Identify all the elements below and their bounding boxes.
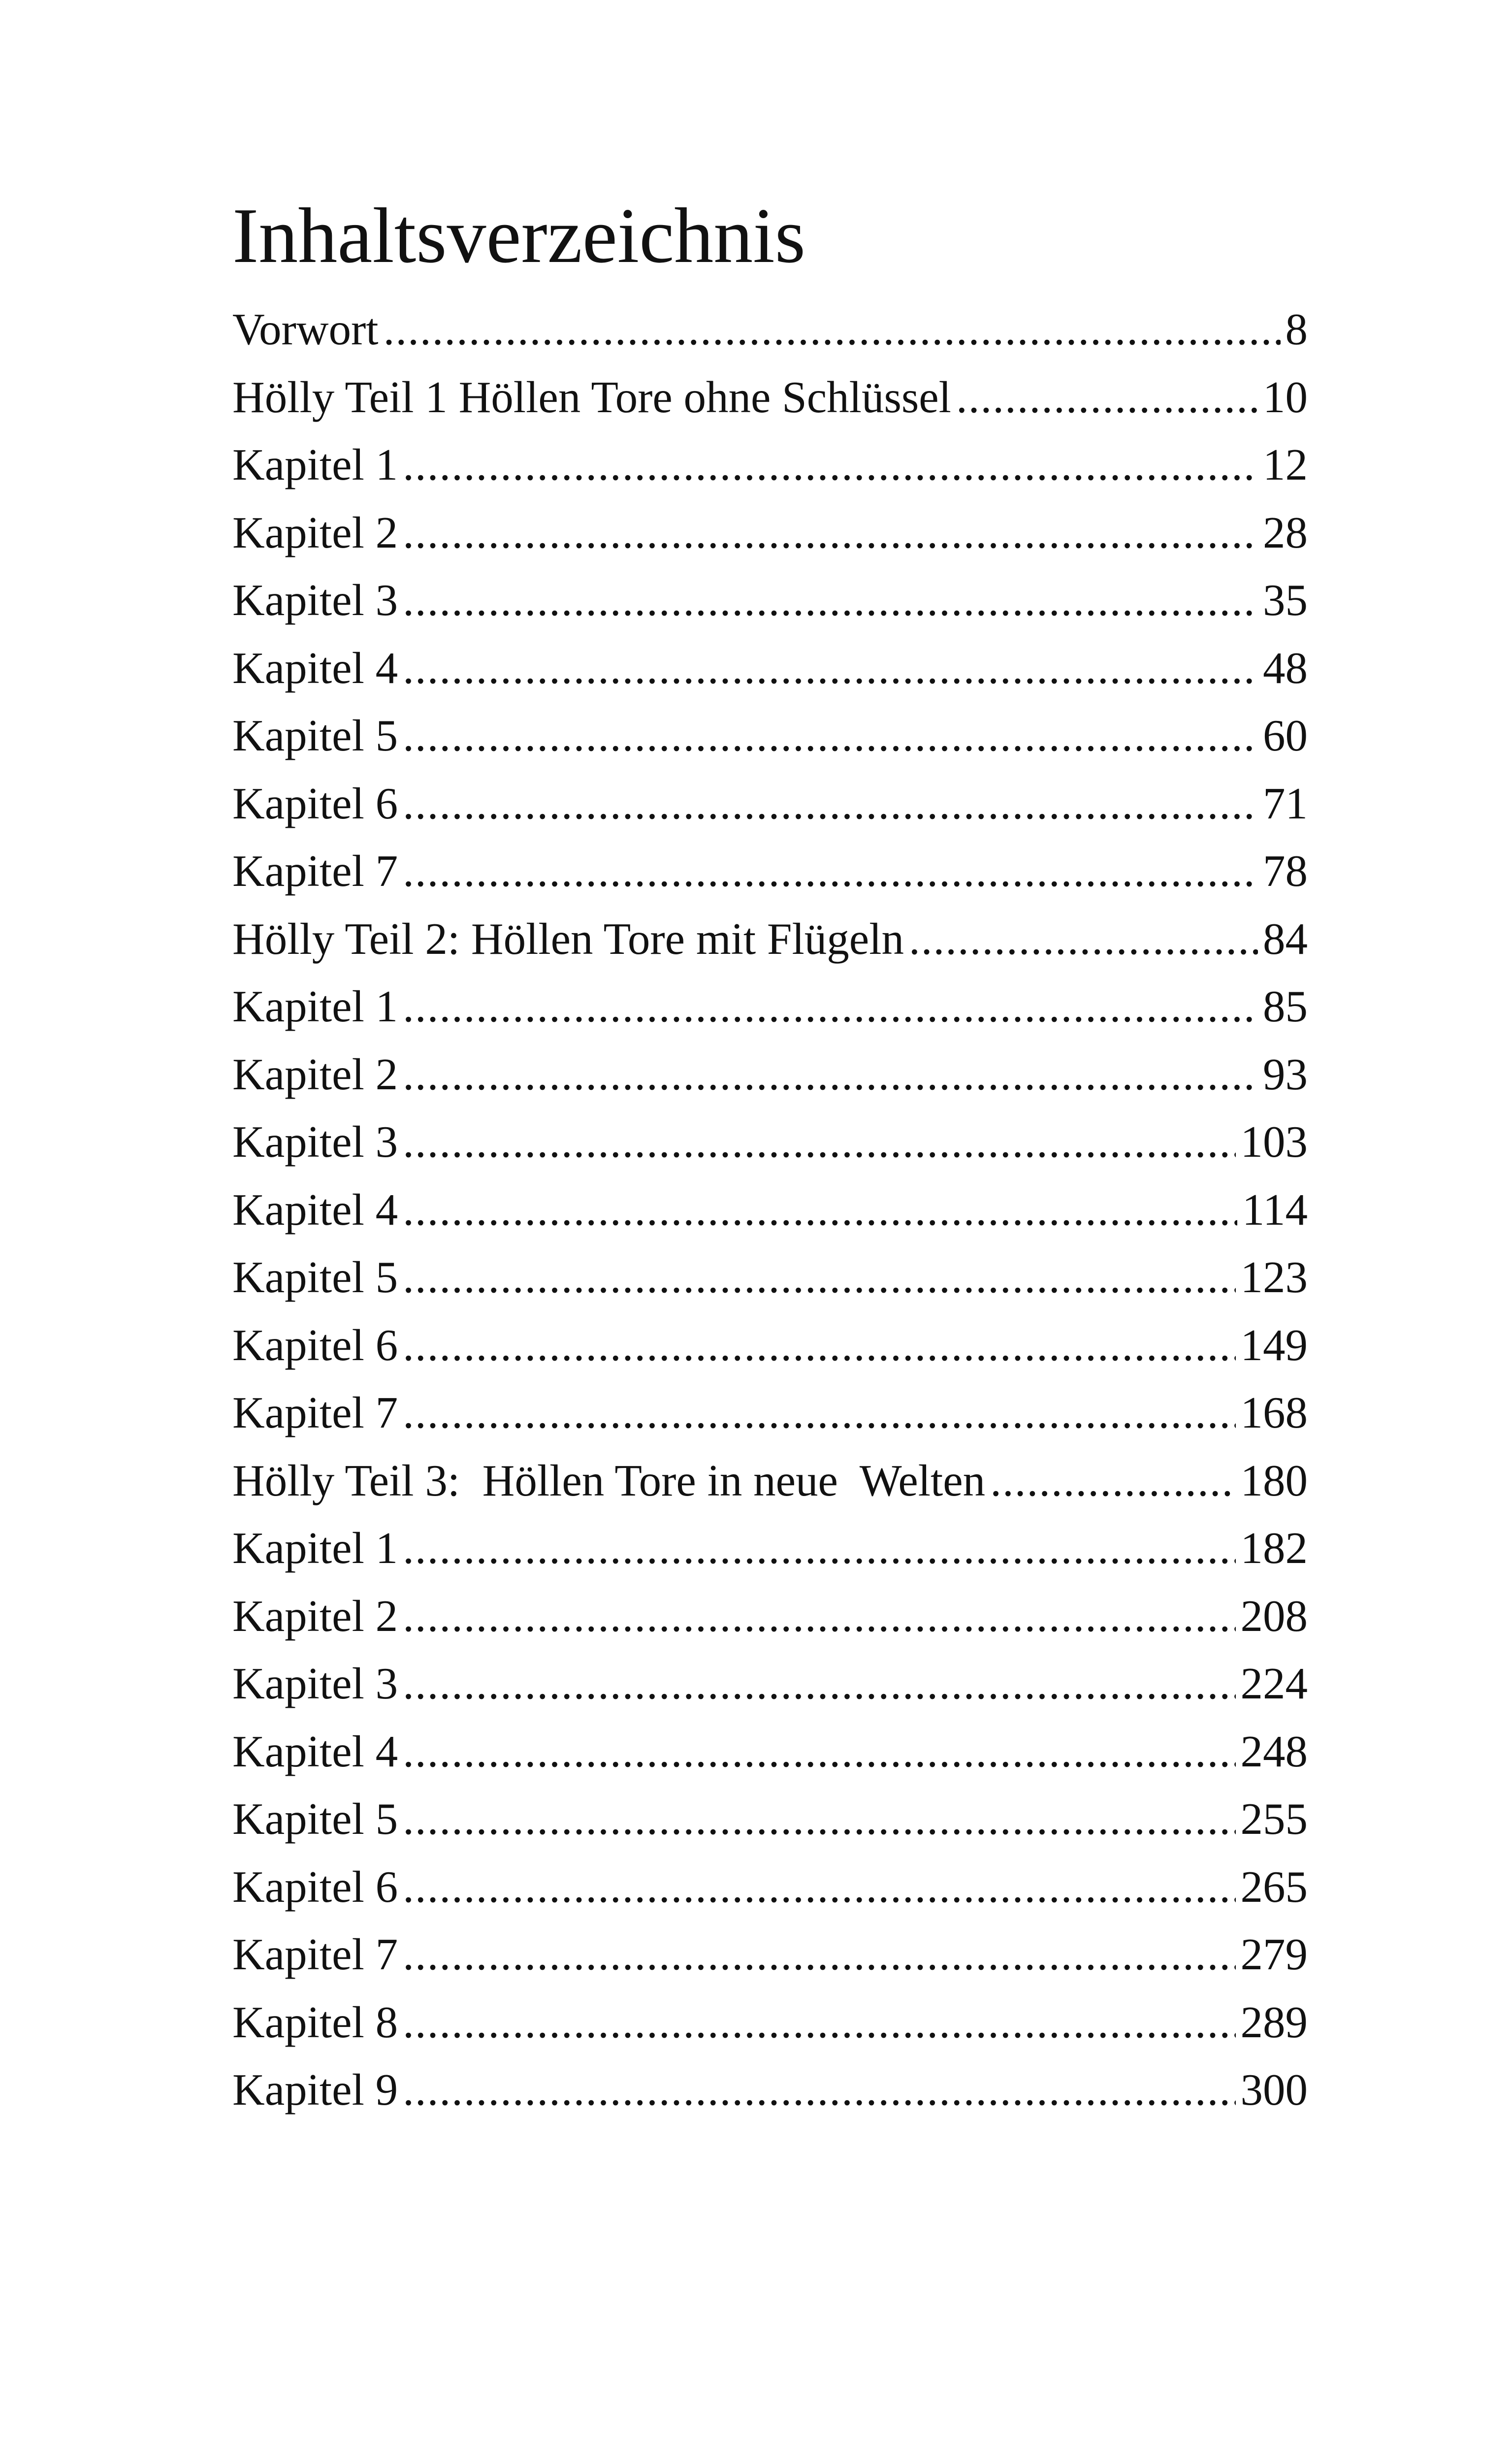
toc-entry [232, 1176, 1308, 1244]
toc-dot-leader [403, 1785, 1235, 1853]
toc-entry [232, 1379, 1308, 1447]
toc-entry-page-number: 168 [1240, 1388, 1308, 1437]
toc-entry [232, 1311, 1308, 1379]
toc-entry-label: Kapitel 6 [232, 1861, 398, 1912]
toc-dot-leader [403, 1514, 1235, 1582]
toc-entry-page-number: 48 [1263, 643, 1308, 693]
toc-entry [232, 1718, 1308, 1786]
toc-dot-leader [990, 1447, 1235, 1515]
toc-entry [232, 905, 1308, 973]
toc-entry [232, 1988, 1308, 2056]
toc-entry-label: Kapitel 6 [232, 778, 398, 828]
toc-entry [232, 837, 1308, 905]
toc-entry [232, 1514, 1308, 1582]
toc-entry [232, 295, 1308, 363]
toc-dot-leader [403, 1853, 1235, 1921]
toc-dot-leader [909, 905, 1258, 973]
toc-entry [232, 431, 1308, 499]
toc-entry-label: Kapitel 3 [232, 575, 398, 625]
toc-dot-leader [403, 1921, 1235, 1988]
toc-dot-leader [403, 770, 1258, 838]
toc-entry-page-number: 78 [1263, 846, 1308, 896]
toc-entry-label: Kapitel 4 [232, 643, 398, 693]
toc-dot-leader [403, 566, 1258, 634]
toc-dot-leader [403, 634, 1258, 702]
table-of-contents [232, 295, 1308, 2124]
toc-entry-page-number: 35 [1263, 575, 1308, 625]
toc-dot-leader [403, 2056, 1235, 2124]
toc-entry-page-number: 224 [1240, 1659, 1308, 1708]
toc-entry [232, 1108, 1308, 1176]
toc-entry-label: Kapitel 1 [232, 981, 398, 1031]
toc-dot-leader [403, 1311, 1235, 1379]
toc-entry [232, 1243, 1308, 1311]
toc-dot-leader [403, 1041, 1258, 1108]
toc-entry-page-number: 8 [1285, 304, 1308, 354]
toc-dot-leader [403, 431, 1258, 499]
toc-dot-leader [403, 1718, 1235, 1786]
toc-entry [232, 1582, 1308, 1650]
toc-entry-page-number: 28 [1263, 507, 1308, 557]
toc-entry-label: Kapitel 1 [232, 1523, 398, 1573]
toc-entry-label: Kapitel 6 [232, 1320, 398, 1370]
toc-entry-label: Hölly Teil 3: Höllen Tore in neue Welten [232, 1455, 986, 1505]
toc-entry-page-number: 71 [1263, 778, 1308, 828]
toc-entry-label: Hölly Teil 1 Höllen Tore ohne Schlüssel [232, 372, 951, 422]
toc-entry-page-number: 10 [1263, 372, 1308, 422]
toc-dot-leader [403, 837, 1258, 905]
toc-entry [232, 634, 1308, 702]
toc-entry-label: Kapitel 5 [232, 1252, 398, 1302]
toc-entry-label: Kapitel 1 [232, 440, 398, 489]
toc-entry-label: Hölly Teil 2: Höllen Tore mit Flügeln [232, 913, 904, 964]
toc-entry-label: Kapitel 2 [232, 1591, 398, 1641]
toc-entry-label: Kapitel 4 [232, 1726, 398, 1776]
toc-entry-page-number: 208 [1240, 1591, 1308, 1641]
toc-entry-page-number: 265 [1240, 1861, 1308, 1912]
toc-entry-page-number: 180 [1240, 1455, 1308, 1505]
toc-dot-leader [403, 1243, 1235, 1311]
toc-entry-label: Kapitel 9 [232, 2065, 398, 2115]
toc-entry-label: Kapitel 8 [232, 1997, 398, 2047]
toc-entry-label: Kapitel 7 [232, 1388, 398, 1437]
toc-entry-page-number: 279 [1240, 1929, 1308, 1979]
toc-entry [232, 1785, 1308, 1853]
toc-entry-label: Kapitel 5 [232, 1794, 398, 1844]
toc-entry [232, 1921, 1308, 1988]
toc-dot-leader [956, 363, 1258, 431]
toc-entry-page-number: 114 [1242, 1184, 1308, 1235]
toc-entry-page-number: 93 [1263, 1049, 1308, 1099]
toc-dot-leader [403, 1650, 1235, 1718]
toc-dot-leader [403, 1379, 1235, 1447]
toc-entry-label: Kapitel 3 [232, 1659, 398, 1708]
toc-entry [232, 770, 1308, 838]
toc-entry [232, 702, 1308, 770]
toc-dot-leader [403, 973, 1258, 1041]
toc-entry-page-number: 149 [1240, 1320, 1308, 1370]
toc-entry [232, 1447, 1308, 1515]
toc-entry-label: Kapitel 2 [232, 507, 398, 557]
toc-entry-page-number: 182 [1240, 1523, 1308, 1573]
toc-entry-label: Kapitel 5 [232, 711, 398, 760]
toc-entry [232, 1041, 1308, 1108]
toc-entry-label: Kapitel 7 [232, 846, 398, 896]
toc-entry [232, 2056, 1308, 2124]
toc-dot-leader [403, 1582, 1235, 1650]
toc-entry-label: Kapitel 4 [232, 1184, 398, 1235]
toc-entry-page-number: 84 [1263, 913, 1308, 964]
toc-entry-label: Vorwort [232, 304, 379, 354]
toc-entry-label: Kapitel 3 [232, 1117, 398, 1167]
toc-entry-page-number: 300 [1240, 2065, 1308, 2115]
toc-dot-leader [403, 1988, 1235, 2056]
toc-entry [232, 363, 1308, 431]
toc-dot-leader [403, 702, 1258, 770]
toc-entry [232, 1650, 1308, 1718]
toc-entry [232, 1853, 1308, 1921]
toc-entry-page-number: 289 [1240, 1997, 1308, 2047]
toc-dot-leader [403, 1108, 1235, 1176]
toc-entry-page-number: 103 [1240, 1117, 1308, 1167]
toc-entry-page-number: 255 [1240, 1794, 1308, 1844]
toc-entry-label: Kapitel 7 [232, 1929, 398, 1979]
toc-entry-page-number: 123 [1240, 1252, 1308, 1302]
toc-dot-leader [384, 295, 1281, 363]
toc-entry-page-number: 60 [1263, 711, 1308, 760]
toc-entry-page-number: 85 [1263, 981, 1308, 1031]
toc-entry [232, 499, 1308, 567]
toc-entry-label: Kapitel 2 [232, 1049, 398, 1099]
toc-entry [232, 973, 1308, 1041]
page-title: Inhaltsverzeichnis [232, 192, 805, 279]
toc-dot-leader [403, 1176, 1237, 1244]
toc-entry-page-number: 12 [1263, 440, 1308, 489]
toc-dot-leader [403, 499, 1258, 567]
toc-entry [232, 566, 1308, 634]
toc-entry-page-number: 248 [1240, 1726, 1308, 1776]
